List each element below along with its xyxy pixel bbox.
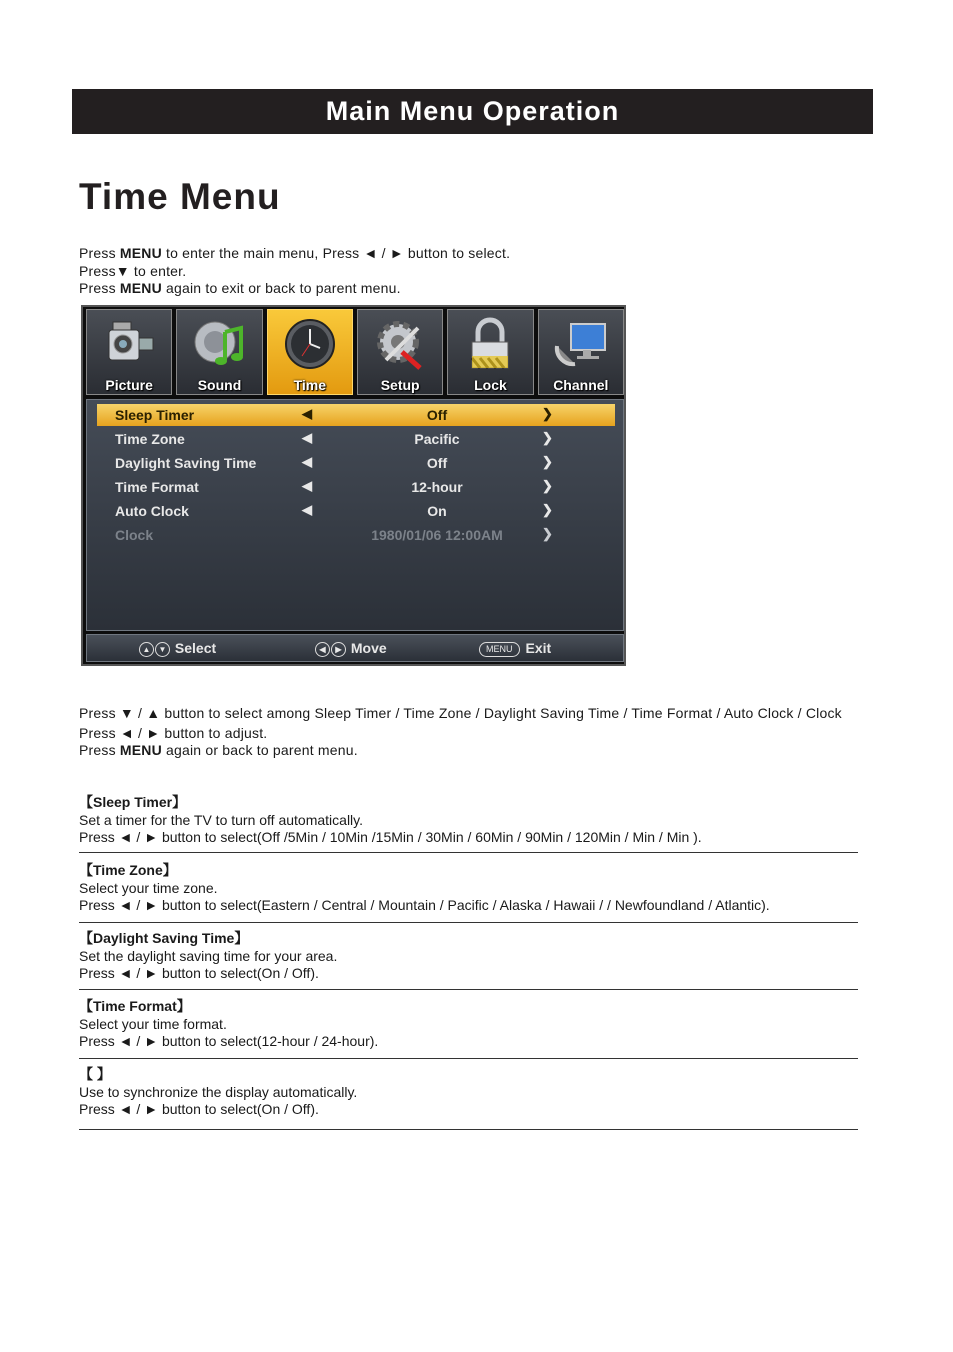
menu-tabs [86, 309, 624, 397]
nav-line-2: Press ◄ / ► button to adjust. [79, 724, 268, 741]
intro-instructions [79, 245, 510, 298]
menu-row-clock [97, 524, 615, 546]
section-options: Press ◄ / ► button to select(On / Off). [79, 965, 319, 981]
clock-icon [282, 316, 338, 372]
right-arrow-icon: ❯ [542, 526, 553, 541]
navigation-instructions [79, 705, 842, 760]
tab-channel[interactable] [538, 309, 624, 395]
down-arrow-icon: ▼ [155, 642, 170, 657]
section-heading: 【Daylight Saving Time】 [79, 930, 249, 946]
section-daylight-saving-time [79, 930, 858, 983]
nav-line-3-text: again or back to parent menu. [166, 742, 358, 758]
nav-line-3-press: Press [79, 742, 116, 758]
menu-row-time-format[interactable] [97, 476, 615, 498]
settings-panel [86, 399, 624, 631]
footer-exit-label: Exit [525, 640, 552, 656]
row-value: On [427, 503, 447, 519]
left-arrow-icon[interactable]: ◀ [302, 454, 312, 469]
satellite-monitor-icon [553, 316, 609, 372]
menu-footer-hints [86, 634, 624, 662]
section-banner: Main Menu Operation [72, 89, 873, 134]
row-value: 1980/01/06 12:00AM [371, 527, 503, 543]
tab-label: Setup [380, 377, 420, 393]
footer-select-label: Select [174, 640, 217, 656]
row-value: Off [426, 407, 448, 423]
section-options: Press ◄ / ► button to select(Off /5Min / 10Min /15Min / 30Min / 60Min / 90Min / 120Min / Min / Min ). [79, 829, 702, 845]
gear-tools-icon [372, 316, 428, 372]
section-heading: 【Sleep Timer】 [79, 794, 187, 810]
page-title: Time Menu [79, 176, 281, 217]
row-label: Sleep Timer [115, 407, 195, 423]
tab-label: Time [293, 377, 327, 393]
right-arrow-icon[interactable]: ❯ [542, 502, 553, 517]
tab-setup[interactable] [357, 309, 443, 395]
section-time-zone [79, 862, 858, 915]
menu-key-text: MENU [119, 280, 162, 296]
tab-picture[interactable] [86, 309, 172, 395]
left-arrow-icon[interactable]: ◀ [302, 406, 312, 421]
menu-key-text: MENU [119, 742, 162, 758]
section-description: Select your time format. [79, 1015, 227, 1032]
section-time-format [79, 998, 858, 1051]
tab-label: Lock [474, 377, 507, 393]
menu-key-text: MENU [119, 245, 162, 261]
tab-lock[interactable] [447, 309, 533, 395]
section-options: Press ◄ / ► button to select(12-hour / 24-hour). [79, 1033, 379, 1049]
menu-row-time-zone[interactable] [97, 428, 615, 450]
row-label: Daylight Saving Time [115, 455, 257, 471]
menu-row-auto-clock[interactable] [97, 500, 615, 522]
intro-line-1 [79, 245, 510, 263]
padlock-icon [462, 316, 518, 372]
intro-line-3 [79, 280, 510, 298]
section-description: Use to synchronize the display automatically. [79, 1083, 358, 1100]
intro-line-3-text: again to exit or back to parent menu. [166, 280, 401, 296]
menu-row-daylight-saving-time[interactable] [97, 452, 615, 474]
row-value: Off [426, 455, 448, 471]
row-label: Time Format [115, 479, 199, 495]
row-label: Auto Clock [115, 503, 189, 519]
section-heading: 【 】 [79, 1066, 111, 1082]
right-arrow-icon[interactable]: ❯ [542, 430, 553, 445]
intro-line-2: Press▼ to enter. [79, 262, 187, 279]
camcorder-icon [101, 316, 157, 372]
row-label: Time Zone [115, 431, 185, 447]
section-auto-clock [79, 1066, 858, 1119]
footer-select-hint [139, 640, 216, 657]
left-arrow-icon[interactable]: ◀ [302, 502, 312, 517]
nav-line-1: Press ▼ / ▲ button to select among Sleep Timer / Time Zone / Daylight Saving Time / Time Format / Auto Clock / Clock [79, 705, 842, 721]
divider [79, 989, 858, 990]
section-description: Select your time zone. [79, 879, 218, 896]
right-arrow-icon[interactable]: ❯ [542, 406, 553, 421]
tab-label: Picture [105, 377, 153, 393]
divider [79, 852, 858, 853]
row-label: Clock [115, 527, 154, 543]
footer-move-hint [315, 640, 387, 657]
tab-label: Channel [553, 377, 609, 393]
section-options: Press ◄ / ► button to select(Eastern / Central / Mountain / Pacific / Alaska / Hawaii / / Newfoundland / Atlantic). [79, 897, 770, 913]
left-arrow-icon: ◀ [315, 642, 330, 657]
tab-sound[interactable] [176, 309, 262, 395]
divider [79, 1129, 858, 1130]
section-sleep-timer [79, 794, 858, 847]
intro-line-3-press: Press [79, 280, 116, 296]
right-arrow-icon[interactable]: ❯ [542, 478, 553, 493]
intro-line-1-text: to enter the main menu, Press ◄ / ► button to select. [166, 245, 511, 261]
section-options: Press ◄ / ► button to select(On / Off). [79, 1101, 319, 1117]
right-arrow-icon: ▶ [331, 642, 346, 657]
footer-move-label: Move [350, 640, 387, 656]
music-note-icon [191, 316, 247, 372]
right-arrow-icon[interactable]: ❯ [542, 454, 553, 469]
menu-key-icon: MENU [479, 642, 520, 657]
intro-line-1-press: Press [79, 245, 116, 261]
section-description: Set a timer for the TV to turn off automatically. [79, 811, 364, 828]
divider [79, 1058, 858, 1059]
footer-exit-hint [479, 640, 551, 657]
up-arrow-icon: ▲ [139, 642, 154, 657]
divider [79, 922, 858, 923]
tv-menu-screenshot [81, 305, 626, 666]
section-heading: 【Time Format】 [79, 998, 191, 1014]
tab-label: Sound [197, 377, 242, 393]
menu-row-sleep-timer[interactable] [97, 404, 615, 426]
left-arrow-icon[interactable]: ◀ [302, 478, 312, 493]
section-heading: 【Time Zone】 [79, 862, 177, 878]
section-description: Set the daylight saving time for your area. [79, 947, 338, 964]
row-value: Pacific [414, 431, 460, 447]
row-value: 12-hour [411, 479, 463, 495]
tab-time[interactable] [267, 309, 353, 395]
nav-line-3 [79, 742, 842, 760]
left-arrow-icon[interactable]: ◀ [302, 430, 312, 445]
